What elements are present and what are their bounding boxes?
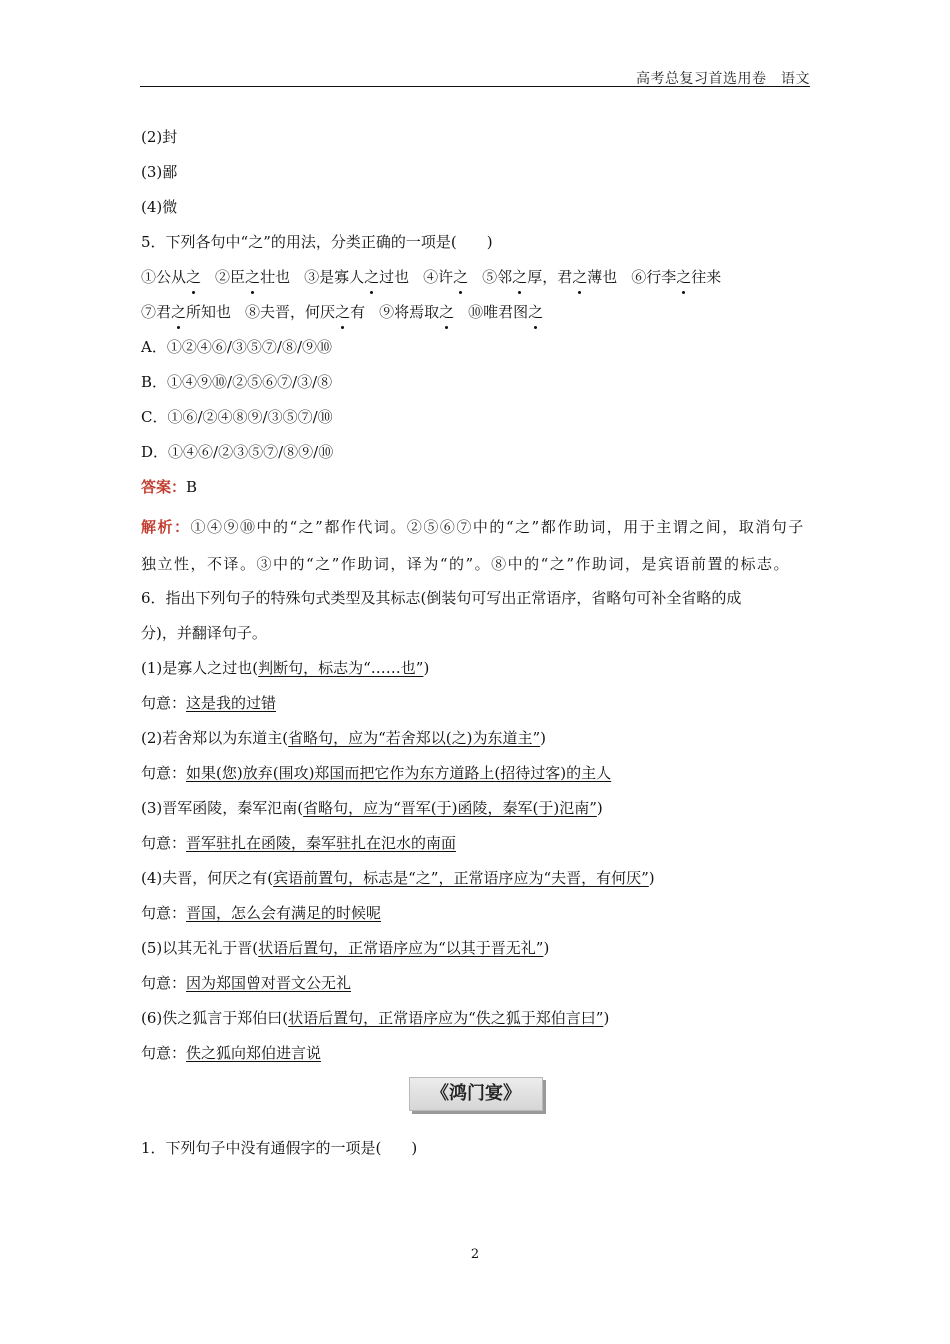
q6-meaning-line [141, 830, 811, 865]
sentence-part: 厚，君 [527, 268, 573, 286]
sentence-part: ⑦君 [141, 303, 172, 321]
page-number: 2 [470, 1247, 480, 1262]
q6-close-paren: ) [423, 659, 430, 677]
meaning-label: 句意： [141, 974, 187, 992]
sentence-part: ①公从 [141, 268, 187, 286]
q5-sentence [468, 303, 543, 321]
q6-meaning-line [141, 900, 811, 935]
item-line: (3)鄙 [141, 163, 178, 181]
question-6-items [141, 655, 811, 1075]
sentence-part: 过也 [379, 268, 410, 286]
meaning-label: 句意： [141, 764, 187, 782]
sentence-part: ⑧夫晋，何厌 [245, 303, 336, 321]
question-6-stem-line-2: 分)，并翻译句子。 [141, 624, 267, 642]
q5-sentence [245, 303, 365, 321]
meaning-label: 句意： [141, 834, 187, 852]
meaning-label: 句意： [141, 694, 187, 712]
meaning-label: 句意： [141, 1044, 187, 1062]
q6-meaning: 佚之狐向郑伯进言说 [186, 1044, 322, 1062]
emphasis-char: 之 [186, 264, 201, 291]
q6-answer-note: 状语后置句，正常语序应为“佚之狐于郑伯言曰” [288, 1009, 604, 1027]
emphasis-char: 之 [528, 299, 543, 326]
q6-meaning-line [141, 970, 811, 1005]
answer-value: B [186, 478, 198, 496]
emphasis-char: 之 [171, 299, 186, 326]
option-b: B．①④⑨⑩/②⑤⑥⑦/③/⑧ [141, 373, 333, 391]
q5-sentence [482, 268, 572, 286]
q6-sentence-line [141, 795, 811, 830]
emphasis-char: 之 [512, 264, 527, 291]
emphasis-char: 之 [439, 299, 454, 326]
page-header: 高考总复习首选用卷 语文 [636, 71, 810, 87]
q6-meaning: 这是我的过错 [186, 694, 277, 712]
sentence-part: ⑤邻 [482, 268, 513, 286]
answer-line [141, 474, 811, 509]
header-rule [140, 86, 810, 87]
q6-meaning-line [141, 690, 811, 725]
q6-sentence: (2)若舍郑以为东道主( [141, 729, 289, 747]
option-c: C．①⑥/②④⑧⑨/③⑤⑦/⑩ [141, 408, 333, 426]
option-d: D．①④⑥/②③⑤⑦/⑧⑨/⑩ [141, 443, 334, 461]
q5-sentence [631, 268, 721, 286]
q5-sentence [379, 303, 454, 321]
q5-sentence [423, 268, 468, 286]
question-6-stem-line-1: 6．指出下列句子的特殊句式类型及其标志(倒装句可写出正常语序，省略句可补全省略的成 [141, 589, 742, 607]
q6-sentence-line [141, 935, 811, 970]
q6-sentence-line [141, 1005, 811, 1040]
sentence-part: 所知也 [186, 303, 232, 321]
option-a: A．①②④⑥/③⑤⑦/⑧/⑨⑩ [141, 338, 332, 356]
q5-sentence [141, 268, 201, 286]
q5-sentence [572, 268, 617, 286]
answer-label: 答案： [141, 478, 187, 496]
sentence-part: 壮也 [260, 268, 291, 286]
q6-answer-note: 宾语前置句，标志是“之”，正常语序应为“夫晋，有何厌” [273, 869, 649, 887]
q6-close-paren: ) [648, 869, 655, 887]
q5-sentences-row-2 [141, 299, 811, 334]
analysis-label: 解析： [141, 518, 191, 536]
sentence-part: 薄也 [587, 268, 618, 286]
q6-close-paren: ) [596, 799, 603, 817]
section-title-banner: 《鸿门宴》 [409, 1077, 543, 1111]
q6-sentence-line [141, 725, 811, 760]
q6-close-paren: ) [543, 939, 550, 957]
document-body [141, 124, 811, 1170]
emphasis-char: 之 [245, 264, 260, 291]
q6-answer-note: 状语后置句，正常语序应为“以其于晋无礼” [258, 939, 544, 957]
sentence-part: ④许 [423, 268, 454, 286]
question-5-stem: 5．下列各句中“之”的用法，分类正确的一项是( ) [141, 233, 493, 251]
q6-answer-note: 判断句，标志为“……也” [258, 659, 424, 677]
q6-meaning-line [141, 1040, 811, 1075]
q6-meaning: 如果(您)放弃(围攻)郑国而把它作为东方道路上(招待过客)的主人 [186, 764, 612, 782]
q5-sentence [141, 303, 231, 321]
sentence-part: 有 [350, 303, 366, 321]
item-line: (2)封 [141, 128, 178, 146]
q6-close-paren: ) [540, 729, 547, 747]
q6-sentence: (4)夫晋，何厌之有( [141, 869, 274, 887]
emphasis-char: 之 [335, 299, 350, 326]
emphasis-char: 之 [364, 264, 379, 291]
sentence-part: ②臣 [215, 268, 246, 286]
q6-answer-note: 省略句，应为“若舍郑以(之)为东道主” [288, 729, 541, 747]
q6-sentence: (3)晋军函陵，秦军氾南( [141, 799, 304, 817]
q6-meaning: 晋国，怎么会有满足的时候呢 [186, 904, 382, 922]
emphasis-char: 之 [676, 264, 691, 291]
sentence-part: 往来 [691, 268, 722, 286]
q6-meaning: 晋军驻扎在函陵，秦军驻扎在氾水的南面 [186, 834, 457, 852]
sentence-part: ⑨将焉取 [379, 303, 440, 321]
q6-sentence: (5)以其无礼于晋( [141, 939, 259, 957]
sentence-part: ⑥行李 [631, 268, 677, 286]
emphasis-char: 之 [453, 264, 468, 291]
analysis-paragraph [141, 509, 811, 583]
q6-sentence: (1)是寡人之过也( [141, 659, 259, 677]
item-line: (4)微 [141, 198, 178, 216]
meaning-label: 句意： [141, 904, 187, 922]
q6-sentence-line [141, 865, 811, 900]
q5-sentences-row-1 [141, 264, 811, 299]
q6-sentence: (6)佚之狐言于郑伯曰( [141, 1009, 289, 1027]
q6-meaning-line [141, 760, 811, 795]
emphasis-char: 之 [572, 264, 587, 291]
next-question: 1．下列句子中没有通假字的一项是( ) [141, 1139, 418, 1157]
sentence-part: ③是寡人 [304, 268, 365, 286]
analysis-text: ①④⑨⑩中的“之”都作代词。②⑤⑥⑦中的“之”都作助词，用于主谓之间，取消句子独立性，不译。③中的“之”作助词，译为“的”。⑧中的“之”作助词，是宾语前置的标志。 [141, 518, 805, 573]
section-banner-wrap [141, 1075, 811, 1135]
q5-sentence [215, 268, 290, 286]
q5-sentence [304, 268, 409, 286]
sentence-part: ⑩唯君图 [468, 303, 529, 321]
q6-close-paren: ) [603, 1009, 610, 1027]
q6-sentence-line [141, 655, 811, 690]
q6-answer-note: 省略句，应为“晋军(于)函陵，秦军(于)氾南” [303, 799, 597, 817]
q6-meaning: 因为郑国曾对晋文公无礼 [186, 974, 352, 992]
